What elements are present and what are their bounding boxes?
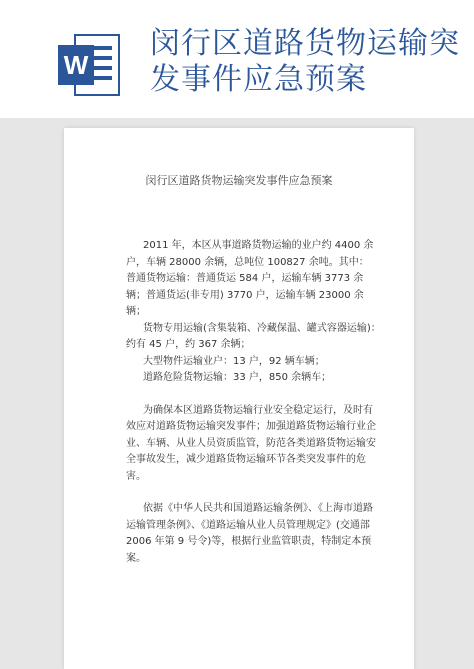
paragraph: 为确保本区道路货物运输行业安全稳定运行，及时有效应对道路货物运输突发事件；加强道路货物运输行业企业、车辆、从业人员资质监管，防范各类道路货物运输安全事故发生，减少道路货物运输环节各类突发事件的危害。 [126,404,376,482]
paragraph-gap [126,485,382,501]
document-page [64,128,414,669]
document-body [126,238,382,567]
paragraph: 依据《中华人民共和国道路运输条例》、《上海市道路运输管理条例》、《道路运输从业人员管理规定》(交通部 2006 年第 9 号令)等，根据行业监管职责，特制定本预案。 [126,503,373,564]
paragraph: 2011 年，本区从事道路货物运输的业户约 4400 余户，车辆 28000 余辆，总吨位 100827 余吨。其中： [126,240,374,268]
paragraph: 普通货物运输：普通货运 584 户，运输车辆 3773 余辆；普通货运(非专用) 3770 户，运输车辆 23000 余辆； [126,273,364,317]
header-banner [0,0,474,118]
word-document-icon [58,34,120,96]
paragraph: 货物专用运输(含集装箱、冷藏保温、罐式容器运输)：约有 45 户，约 367 余辆； [126,322,381,350]
paragraph: 大型物件运输业户：13 户，92 辆车辆； [143,355,325,367]
word-badge: W [58,45,94,85]
page-title: 闵行区道路货物运输突发事件应急预案 [150,26,460,97]
document-title: 闵行区道路货物运输突发事件应急预案 [145,174,333,187]
paragraph-gap [126,387,382,403]
paragraph: 道路危险货物运输：33 户，850 余辆车； [143,372,332,383]
